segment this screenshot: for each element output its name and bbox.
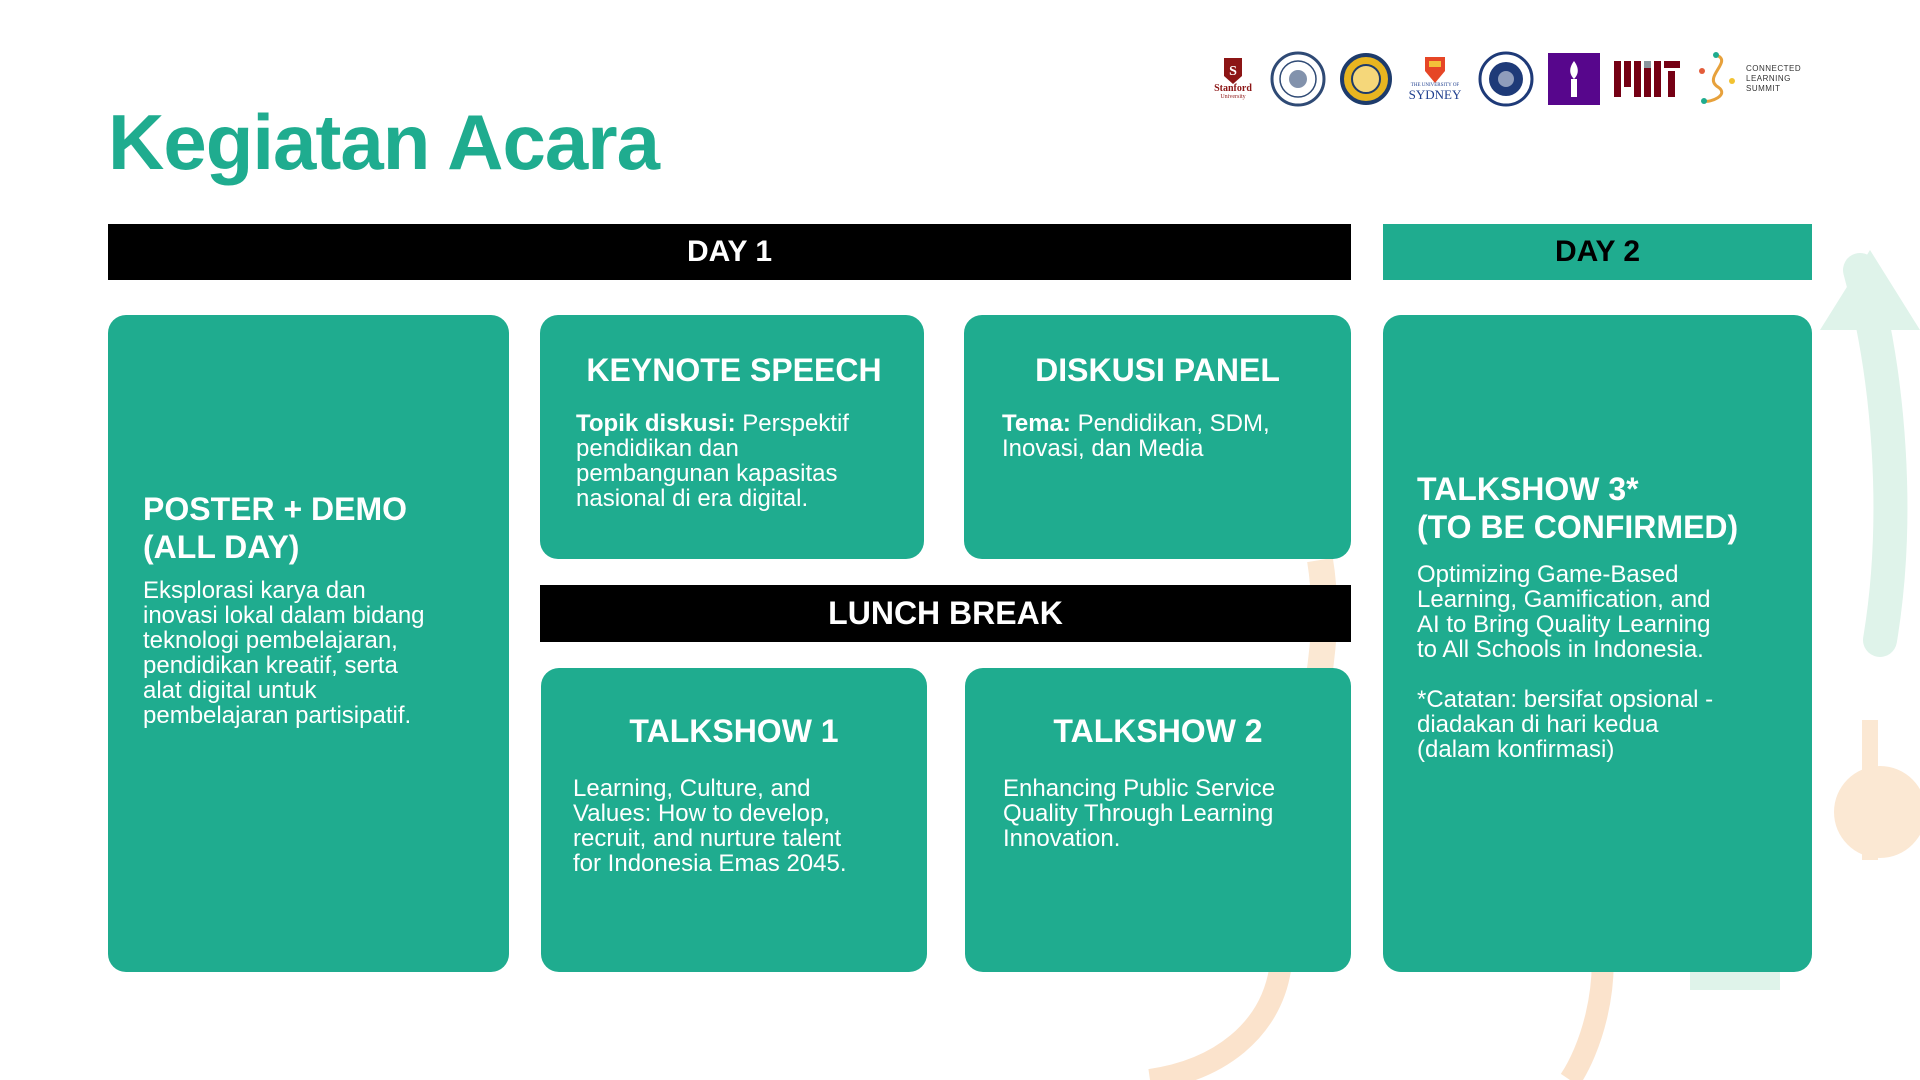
talkshow-2-description (1003, 776, 1327, 851)
talkshow-3-note-line: (dalam konfirmasi) (1417, 736, 1615, 763)
keynote-title: KEYNOTE SPEECH (586, 352, 882, 388)
svg-text:S: S (1229, 64, 1237, 79)
talkshow-3-line: AI to Bring Quality Learning (1417, 611, 1711, 638)
day1-header: DAY 1 (108, 224, 1351, 280)
sydney-logo (1406, 57, 1464, 101)
poster-demo-card (108, 315, 509, 972)
talkshow-3-card (1383, 315, 1812, 972)
poster-desc-line: pembelajaran partisipatif. (143, 702, 412, 729)
talkshow-3-line: to All Schools in Indonesia. (1417, 636, 1704, 663)
talkshow-3-note (1417, 687, 1788, 762)
partner-logos (1210, 48, 1801, 110)
university-seal-gold-icon (1340, 53, 1392, 105)
talkshow-2-title: TALKSHOW 2 (1053, 713, 1263, 749)
cls-label-1: CONNECTED (1746, 64, 1802, 73)
page-title: Kegiatan Acara (108, 98, 660, 186)
lunch-break-bar: LUNCH BREAK (540, 585, 1351, 642)
poster-demo-title (143, 490, 485, 566)
talkshow-1-line: Learning, Culture, and (573, 775, 811, 802)
cls-label-2: LEARNING (1746, 74, 1791, 83)
poster-desc-line: pendidikan kreatif, serta (143, 652, 398, 679)
poster-desc-line: teknologi pembelajaran, (143, 627, 398, 654)
talkshow-1-line: recruit, and nurture talent (573, 825, 842, 852)
talkshow-1-line: for Indonesia Emas 2045. (573, 850, 847, 877)
stanford-label: Stanford (1214, 83, 1252, 94)
keynote-description (576, 411, 900, 511)
state-university-seal-icon (1270, 51, 1326, 107)
keynote-line: Perspektif (735, 410, 849, 437)
connected-learning-summit-logo (1694, 51, 1801, 107)
panel-line: Inovasi, dan Media (1002, 435, 1204, 462)
mit-logo (1614, 61, 1680, 97)
talkshow-3-line: Optimizing Game-Based (1417, 561, 1679, 588)
talkshow-2-card (965, 668, 1351, 972)
talkshow-3-title-line1: TALKSHOW 3* (1417, 471, 1639, 507)
talkshow-3-note-line: *Catatan: bersifat opsional - (1417, 686, 1714, 713)
diskusi-panel-card (964, 315, 1351, 559)
talkshow-3-title-line2: (TO BE CONFIRMED) (1417, 509, 1739, 545)
institute-seal-icon (1478, 51, 1534, 107)
talkshow-2-line: Innovation. (1003, 825, 1121, 852)
talkshow-3-title (1417, 470, 1788, 546)
keynote-topic-label: Topik diskusi: (576, 410, 736, 437)
panel-description (1002, 411, 1327, 461)
stanford-logo (1210, 58, 1256, 100)
poster-desc-line: alat digital untuk (143, 677, 317, 704)
keynote-line: pendidikan dan (576, 435, 739, 462)
sydney-label: SYDNEY (1408, 87, 1462, 102)
cls-label-3: SUMMIT (1746, 84, 1781, 93)
panel-theme-label: Tema: (1002, 410, 1071, 437)
keynote-speech-card (540, 315, 924, 559)
panel-line: Pendidikan, SDM, (1070, 410, 1270, 437)
talkshow-2-line: Quality Through Learning (1003, 800, 1274, 827)
keynote-line: nasional di era digital. (576, 485, 809, 512)
panel-title: DISKUSI PANEL (1035, 352, 1280, 388)
talkshow-1-description (573, 776, 903, 876)
sydney-top-label: THE UNIVERSITY OF (1410, 83, 1460, 88)
talkshow-2-line: Enhancing Public Service (1003, 775, 1276, 802)
poster-desc-line: inovasi lokal dalam bidang (143, 602, 425, 629)
talkshow-3-description (1417, 562, 1788, 662)
keynote-line: pembangunan kapasitas (576, 460, 838, 487)
talkshow-3-note-line: diadakan di hari kedua (1417, 711, 1659, 738)
stanford-sublabel: University (1220, 94, 1246, 100)
talkshow-1-title: TALKSHOW 1 (629, 713, 839, 749)
poster-title-line1: POSTER + DEMO (143, 491, 408, 527)
talkshow-1-card (541, 668, 927, 972)
talkshow-3-line: Learning, Gamification, and (1417, 586, 1711, 613)
poster-title-line2: (ALL DAY) (143, 529, 300, 565)
poster-desc-line: Eksplorasi karya dan (143, 577, 366, 604)
poster-demo-description (143, 578, 485, 728)
day2-header: DAY 2 (1383, 224, 1812, 280)
talkshow-1-line: Values: How to develop, (573, 800, 831, 827)
nyu-torch-icon (1548, 53, 1600, 105)
